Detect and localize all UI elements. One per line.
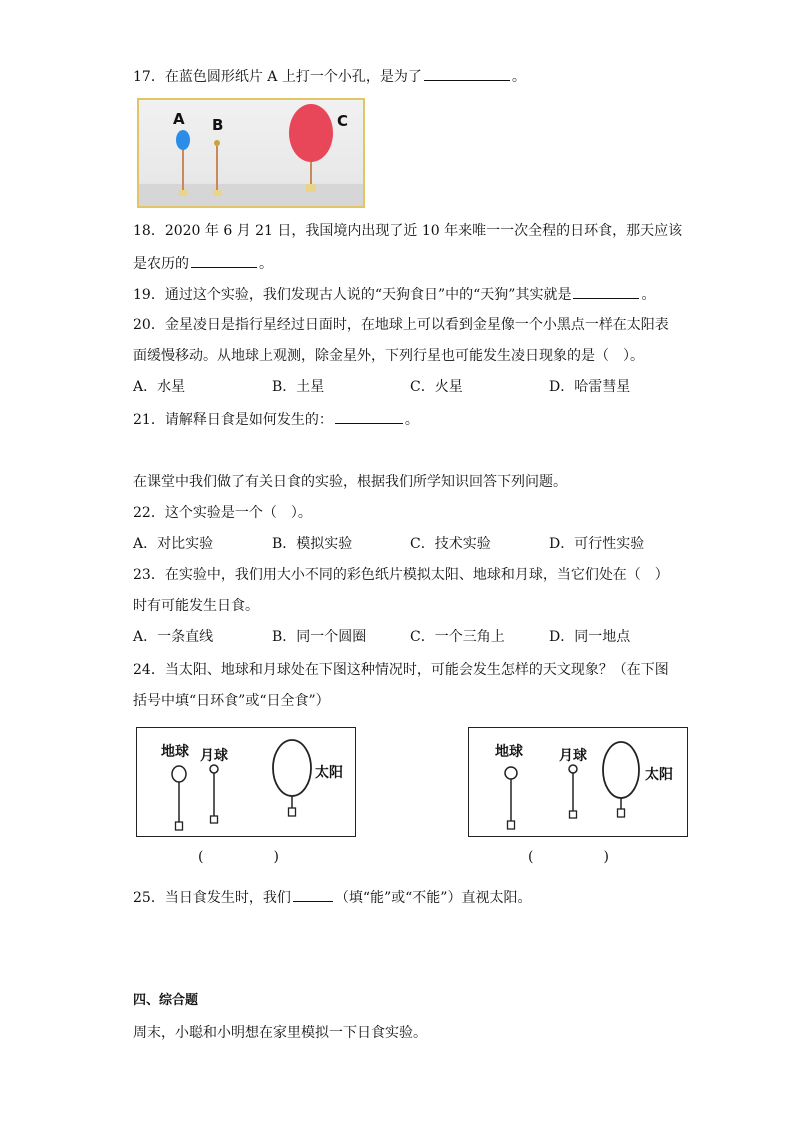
question-24-line1: 24．当太阳、地球和月球处在下图这种情况时，可能会发生怎样的天文现象？（在下图 <box>133 662 669 678</box>
q20-option-b[interactable]: B．土星 <box>272 379 325 395</box>
q17-text: 17．在蓝色圆形纸片 A 上打一个小孔，是为了 <box>133 69 422 85</box>
section-4-text: 周末，小聪和小明想在家里模拟一下日食实验。 <box>133 1025 427 1041</box>
question-17: 17．在蓝色圆形纸片 A 上打一个小孔，是为了 。 <box>133 66 526 87</box>
label-c: C <box>337 112 349 130</box>
q22-option-c[interactable]: C．技术实验 <box>410 536 491 552</box>
q23-option-a[interactable]: A．一条直线 <box>133 629 214 645</box>
disk-b <box>214 140 220 146</box>
question-24-line2: 括号中填“日环食”或“日全食”） <box>133 693 330 709</box>
diagram-1-moon-label: 月球 <box>200 748 228 764</box>
experiment-photo <box>137 98 365 208</box>
diagram-2-earth-label: 地球 <box>495 744 523 760</box>
diagram-2 <box>468 727 688 837</box>
q23-option-b[interactable]: B．同一个圆圈 <box>272 629 367 645</box>
question-25: 25．当日食发生时，我们 （填“能”或“不能”）直视太阳。 <box>133 887 531 908</box>
q22-option-b[interactable]: B．模拟实验 <box>272 536 353 552</box>
q23-option-c[interactable]: C．一个三角上 <box>410 629 505 645</box>
q22-option-d[interactable]: D．可行性实验 <box>549 536 645 552</box>
diagram-1-sun-label: 太阳 <box>315 765 343 781</box>
diagram-2-moon-label: 月球 <box>559 748 587 764</box>
question-19: 19．通过这个实验，我们发现古人说的“天狗食日”中的“天狗”其实就是 。 <box>133 284 655 305</box>
question-20-line1: 20．金星凌日是指行星经过日面时，在地球上可以看到金星像一个小黑点一样在太阳表 <box>133 317 669 333</box>
question-23-line1: 23．在实验中，我们用大小不同的彩色纸片模拟太阳、地球和月球，当它们处在（ ） <box>133 567 669 583</box>
q17-answer-blank[interactable] <box>424 66 510 81</box>
question-20-line2: 面缓慢移动。从地球上观测，除金星外，下列行星也可能发生凌日现象的是（ ）。 <box>133 348 644 364</box>
disk-c <box>289 104 333 162</box>
section-4-heading: 四、综合题 <box>133 993 199 1008</box>
q20-option-c[interactable]: C．火星 <box>410 379 463 395</box>
q22-option-a[interactable]: A．对比实验 <box>133 536 214 552</box>
q23-option-d[interactable]: D．同一地点 <box>549 629 631 645</box>
diagram-2-answer-parens[interactable]: ( ) <box>528 849 609 865</box>
diagram-1-answer-parens[interactable]: ( ) <box>198 849 279 865</box>
question-18-line2: 是农历的 。 <box>133 253 273 274</box>
diagram-2-sun-label: 太阳 <box>645 767 673 783</box>
label-a: A <box>173 110 185 128</box>
q19-answer-blank[interactable] <box>573 284 639 299</box>
question-23-line2: 时有可能发生日食。 <box>133 598 259 614</box>
q20-option-a[interactable]: A．水星 <box>133 379 186 395</box>
label-b: B <box>212 116 224 134</box>
experiment-intro: 在课堂中我们做了有关日食的实验，根据我们所学知识回答下列问题。 <box>133 474 567 490</box>
question-21: 21．请解释日食是如何发生的： 。 <box>133 409 419 430</box>
question-22: 22．这个实验是一个（ ）。 <box>133 505 312 521</box>
diagram-1-earth-label: 地球 <box>161 744 189 760</box>
q18-answer-blank[interactable] <box>191 253 257 268</box>
disk-a <box>176 130 190 150</box>
question-18-line1: 18．2020 年 6 月 21 日，我国境内出现了近 10 年来唯一一次全程的日环食，那天应该 <box>133 223 683 239</box>
diagram-1 <box>136 727 356 837</box>
q20-option-d[interactable]: D．哈雷彗星 <box>549 379 631 395</box>
q21-answer-blank[interactable] <box>335 409 403 424</box>
q25-answer-blank[interactable] <box>293 887 333 902</box>
